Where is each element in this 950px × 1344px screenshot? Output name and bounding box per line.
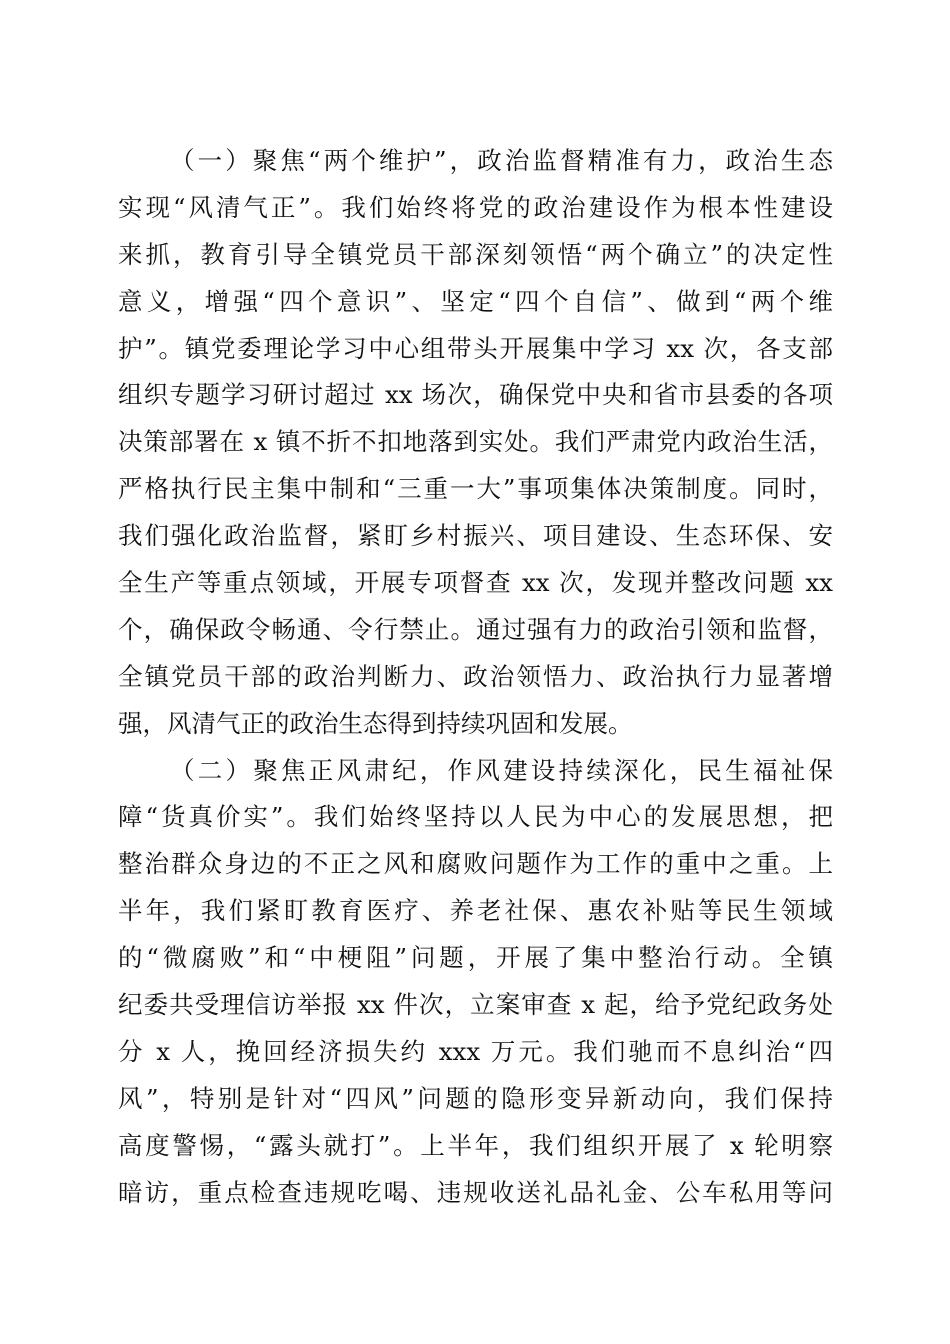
paragraph-2-line-6: 纪委共受理信访举报 xx 件次，立案审查 x 起，给予党纪政务处 bbox=[118, 990, 833, 1020]
paragraph-1-line-7: 决策部署在 x 镇不折不扣地落到实处。我们严肃党内政治生活， bbox=[118, 427, 833, 457]
paragraph-1-line-9: 我们强化政治监督，紧盯乡村振兴、项目建设、生态环保、安 bbox=[118, 521, 833, 551]
document-body bbox=[118, 138, 833, 1216]
paragraph-2-line-3: 整治群众身边的不正之风和腐败问题作为工作的重中之重。上 bbox=[118, 849, 833, 879]
paragraph-1-line-1: （一）聚焦“两个维护”，政治监督精准有力，政治生态 bbox=[170, 146, 833, 175]
paragraph-1-line-12: 全镇党员干部的政治判断力、政治领悟力、政治执行力显著增 bbox=[118, 661, 833, 691]
paragraph-1-line-13: 强，风清气正的政治生态得到持续巩固和发展。 bbox=[118, 708, 633, 738]
paragraph-1-line-4: 意义，增强“四个意识”、坚定“四个自信”、做到“两个维 bbox=[118, 286, 833, 316]
paragraph-1-line-8: 严格执行民主集中制和“三重一大”事项集体决策制度。同时， bbox=[118, 474, 833, 504]
paragraph-1-line-3: 来抓，教育引导全镇党员干部深刻领悟“两个确立”的决定性 bbox=[118, 239, 833, 269]
paragraph-2-line-9: 高度警惕，“露头就打”。上半年，我们组织开展了 x 轮明察 bbox=[118, 1130, 833, 1160]
paragraph-2-line-2: 障“货真价实”。我们始终坚持以人民为中心的发展思想，把 bbox=[118, 802, 833, 832]
paragraph-2-line-5: 的“微腐败”和“中梗阻”问题，开展了集中整治行动。全镇 bbox=[118, 943, 833, 973]
paragraph-2-line-8: 风”，特别是针对“四风”问题的隐形变异新动向，我们保持 bbox=[118, 1083, 833, 1113]
paragraph-2-line-4: 半年，我们紧盯教育医疗、养老社保、惠农补贴等民生领域 bbox=[118, 896, 833, 926]
paragraph-1-line-2: 实现“风清气正”。我们始终将党的政治建设作为根本性建设 bbox=[118, 192, 833, 222]
paragraph-1-line-5: 护”。镇党委理论学习中心组带头开展集中学习 xx 次，各支部 bbox=[118, 333, 833, 363]
paragraph-2-line-7: 分 x 人，挽回经济损失约 xxx 万元。我们驰而不息纠治“四 bbox=[118, 1036, 833, 1066]
paragraph-1-line-11: 个，确保政令畅通、令行禁止。通过强有力的政治引领和监督， bbox=[118, 614, 833, 644]
paragraph-2-line-1: （二）聚焦正风肃纪，作风建设持续深化，民生福祉保 bbox=[170, 755, 833, 785]
paragraph-2-line-10: 暗访，重点检查违规吃喝、违规收送礼品礼金、公车私用等问 bbox=[118, 1177, 833, 1207]
paragraph-1-line-6: 组织专题学习研讨超过 xx 场次，确保党中央和省市县委的各项 bbox=[118, 380, 833, 410]
paragraph-1-line-10: 全生产等重点领域，开展专项督查 xx 次，发现并整改问题 xx bbox=[118, 568, 833, 598]
